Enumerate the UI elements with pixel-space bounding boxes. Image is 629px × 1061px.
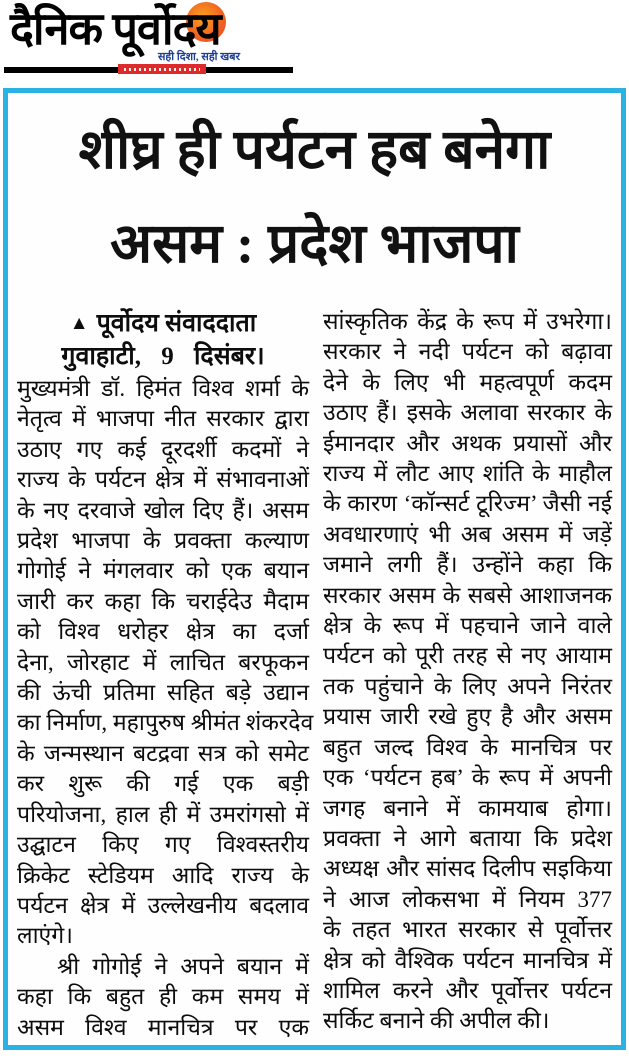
body-line: असम विश्व मानचित्र पर एक (17, 1014, 309, 1040)
masthead (0, 0, 629, 88)
body-line: परियोजना, हाल ही में उमरांगसो में (17, 801, 309, 827)
headline-line-2: असम : प्रदेश भाजपा (110, 213, 519, 274)
body-line: का निर्माण, महापुरुष श्रीमंत शंकरदेव (17, 710, 314, 736)
body-line: जगह बनाने में कामयाब होगा। (323, 795, 612, 821)
body-line: की ऊंची प्रतिमा सहित बड़े उद्यान (17, 680, 309, 706)
body-line: सांस्कृतिक केंद्र के रूप में उभरेगा। (323, 309, 612, 334)
body-line: श्री गोगोई ने अपने बयान में (57, 953, 309, 979)
column-right (323, 307, 612, 1043)
body-line: देने के लिए भी महत्वपूर्ण कदम (323, 369, 612, 395)
byline (17, 307, 309, 340)
triangle-bullet-icon: ▲ (69, 313, 89, 334)
article-headline (14, 97, 615, 297)
dateline: गुवाहाटी, 9 दिसंबर। (61, 343, 265, 370)
body-line: के नए दरवाजे खोल दिए हैं। असम (17, 497, 309, 523)
body-line: क्षेत्र के रूप में पहचाने जाने वाले (323, 613, 612, 639)
body-line: पर्यटन क्षेत्र में उल्लेखनीय बदलाव (17, 892, 309, 918)
newspaper-tagline: सही दिशा, सही खबर (158, 51, 241, 63)
fine-print-placeholder (124, 68, 200, 71)
red-banner (118, 64, 206, 74)
body-line: राज्य में लौट आए शांति के माहौल (323, 461, 612, 487)
body-line: शामिल करने और पूर्वोत्तर पर्यटन (323, 977, 612, 1003)
body-line: अध्यक्ष और सांसद दिलीप सइकिया (323, 856, 612, 882)
body-line: अवधारणाएं भी अब असम में जड़ें (323, 521, 612, 547)
body-line: उद्घाटन किए गए विश्वस्तरीय (17, 832, 309, 858)
body-line: प्रयास जारी रखे हुए है और असम (323, 704, 612, 730)
body-line: क्षेत्र को वैश्विक पर्यटन मानचित्र में (323, 947, 612, 973)
body-line: प्रवक्ता ने आगे बताया कि प्रदेश (323, 825, 612, 851)
body-line: के जन्मस्थान बटद्रवा सत्र को समेट (17, 740, 309, 766)
body-line: गोगोई ने मंगलवार को एक बयान (17, 558, 309, 584)
body-line: बहुत जल्द विश्व के मानचित्र पर (323, 734, 612, 760)
body-line: सरकार ने नदी पर्यटन को बढ़ावा (323, 339, 612, 365)
body-line: उठाए गए कई दूरदर्शी कदमों ने (17, 436, 309, 462)
column-left-text (17, 374, 314, 1043)
headline-line-1: शीघ्र ही पर्यटन हब बनेगा (78, 119, 551, 180)
body-line: जारी कर कहा कि चराईदेउ मैदाम (17, 588, 309, 614)
body-line: ने आज लोकसभा में नियम 377 (323, 886, 612, 912)
column-left (17, 307, 314, 1043)
body-line: सरकार असम के सबसे आशाजनक (323, 582, 612, 608)
body-line: ईमानदार और अथक प्रयासों और (323, 430, 612, 456)
body-line: पर्यटन को पूरी तरह से नए आयाम (323, 643, 612, 669)
byline-label: पूर्वोदय संवाददाता (96, 310, 257, 337)
body-line: क्रिकेट स्टेडियम आदि राज्य के (17, 862, 309, 888)
body-line: के कारण ‘कॉन्सर्ट टूरिज्म’ जैसी नई (323, 491, 612, 517)
body-line: कर शुरू की गई एक बड़ी (17, 771, 309, 797)
body-line: देना, जोरहाट में लाचित बरफूकन (17, 649, 309, 675)
body-line: को विश्व धरोहर क्षेत्र का दर्जा (17, 619, 309, 645)
body-line: प्रदेश भाजपा के प्रवक्ता कल्याण (17, 528, 309, 554)
body-line: सर्किट बनाने की अपील की। (323, 1008, 550, 1034)
body-line: लाएंगे। (17, 923, 73, 949)
column-right-text (323, 307, 612, 1037)
body-line: मुख्यमंत्री डॉ. हिमंत विश्व शर्मा के (17, 376, 309, 401)
body-line: के तहत भारत सरकार से पूर्वोत्तर (323, 917, 612, 943)
article-frame (3, 88, 626, 1050)
newspaper-logo: दैनिक पूर्वोदय (10, 4, 221, 54)
body-line: उठाए हैं। इसके अलावा सरकार के (323, 400, 612, 426)
article-body (14, 303, 615, 1043)
body-line: तक पहुंचाने के लिए अपने निरंतर (323, 673, 612, 699)
body-line: एक ‘पर्यटन हब’ के रूप में अपनी (323, 765, 612, 791)
body-line: कहा कि बहुत ही कम समय में (17, 984, 309, 1010)
body-line: नेतृत्व में भाजपा नीत सरकार द्वारा (17, 406, 309, 432)
body-line: जमाने लगी हैं। उन्होंने कहा कि (323, 552, 612, 578)
body-line: राज्य के पर्यटन क्षेत्र में संभावनाओं (17, 467, 309, 493)
